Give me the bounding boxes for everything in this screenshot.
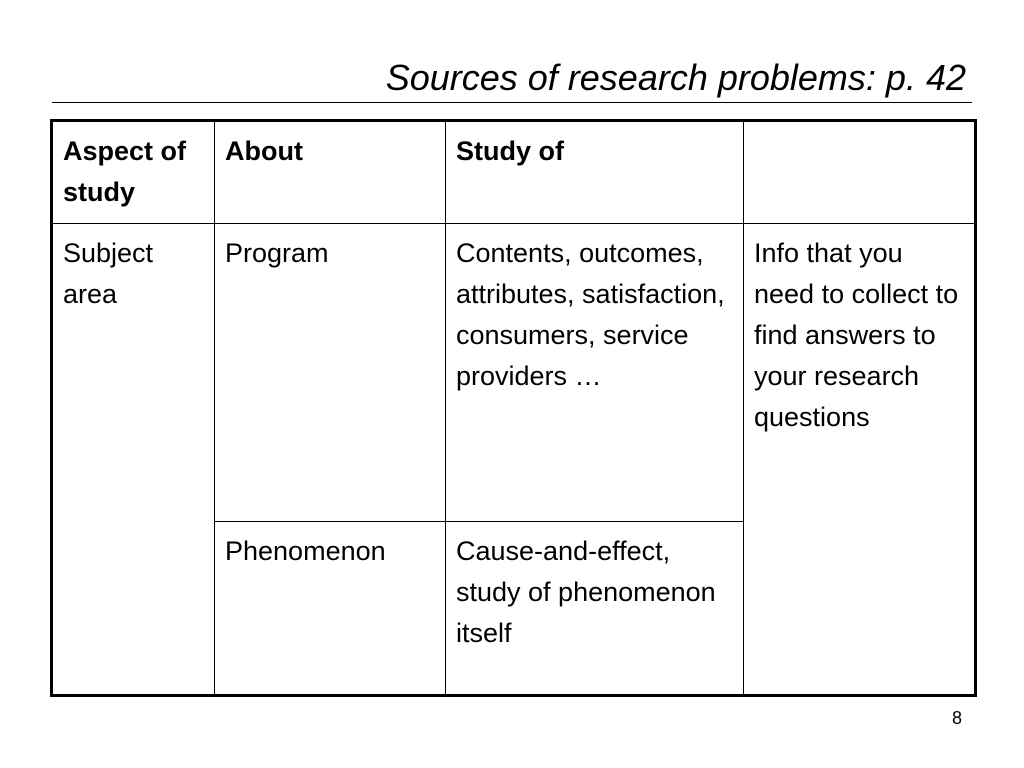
title-divider xyxy=(52,102,972,103)
cell-about-program: Program xyxy=(215,224,446,522)
header-cell-aspect: Aspect of study xyxy=(52,121,215,224)
header-cell-about: About xyxy=(215,121,446,224)
page-number: 8 xyxy=(951,708,962,728)
table-row xyxy=(52,224,976,522)
header-cell-empty xyxy=(744,121,976,224)
cell-study-of-phenomenon: Cause-and-effect, study of phenomenon itself xyxy=(446,522,744,696)
table-header-row xyxy=(52,121,976,224)
cell-note: Info that you need to collect to find answers to your research questions xyxy=(744,224,976,696)
cell-about-phenomenon: Phenomenon xyxy=(215,522,446,696)
research-sources-table xyxy=(50,119,977,697)
header-cell-study-of: Study of xyxy=(446,121,744,224)
slide-title: Sources of research problems: p. 42 xyxy=(385,57,966,98)
cell-study-of-program: Contents, outcomes, attributes, satisfaction, consumers, service providers … xyxy=(446,224,744,522)
cell-aspect: Subject area xyxy=(52,224,215,696)
